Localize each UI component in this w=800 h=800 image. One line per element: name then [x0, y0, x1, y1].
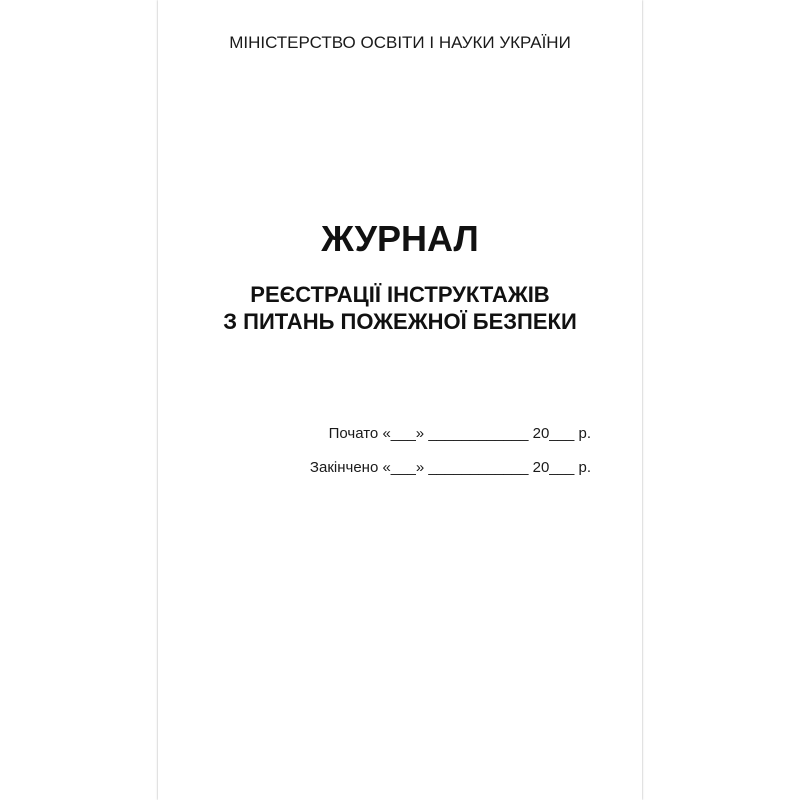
subtitle-line-2: З ПИТАНЬ ПОЖЕЖНОЇ БЕЗПЕКИ	[223, 309, 577, 334]
ministry-heading: МІНІСТЕРСТВО ОСВІТИ І НАУКИ УКРАЇНИ	[229, 33, 571, 52]
journal-title: ЖУРНАЛ	[321, 218, 479, 259]
subtitle-line-1: РЕЄСТРАЦІЇ ІНСТРУКТАЖІВ	[250, 282, 550, 307]
journal-cover-sheet	[158, 0, 642, 800]
finished-date-line: Закінчено «___» ____________ 20___ р.	[309, 459, 591, 476]
journal-subtitle	[0, 281, 800, 335]
started-date-line: Почато «___» ____________ 20___ р.	[328, 425, 591, 442]
